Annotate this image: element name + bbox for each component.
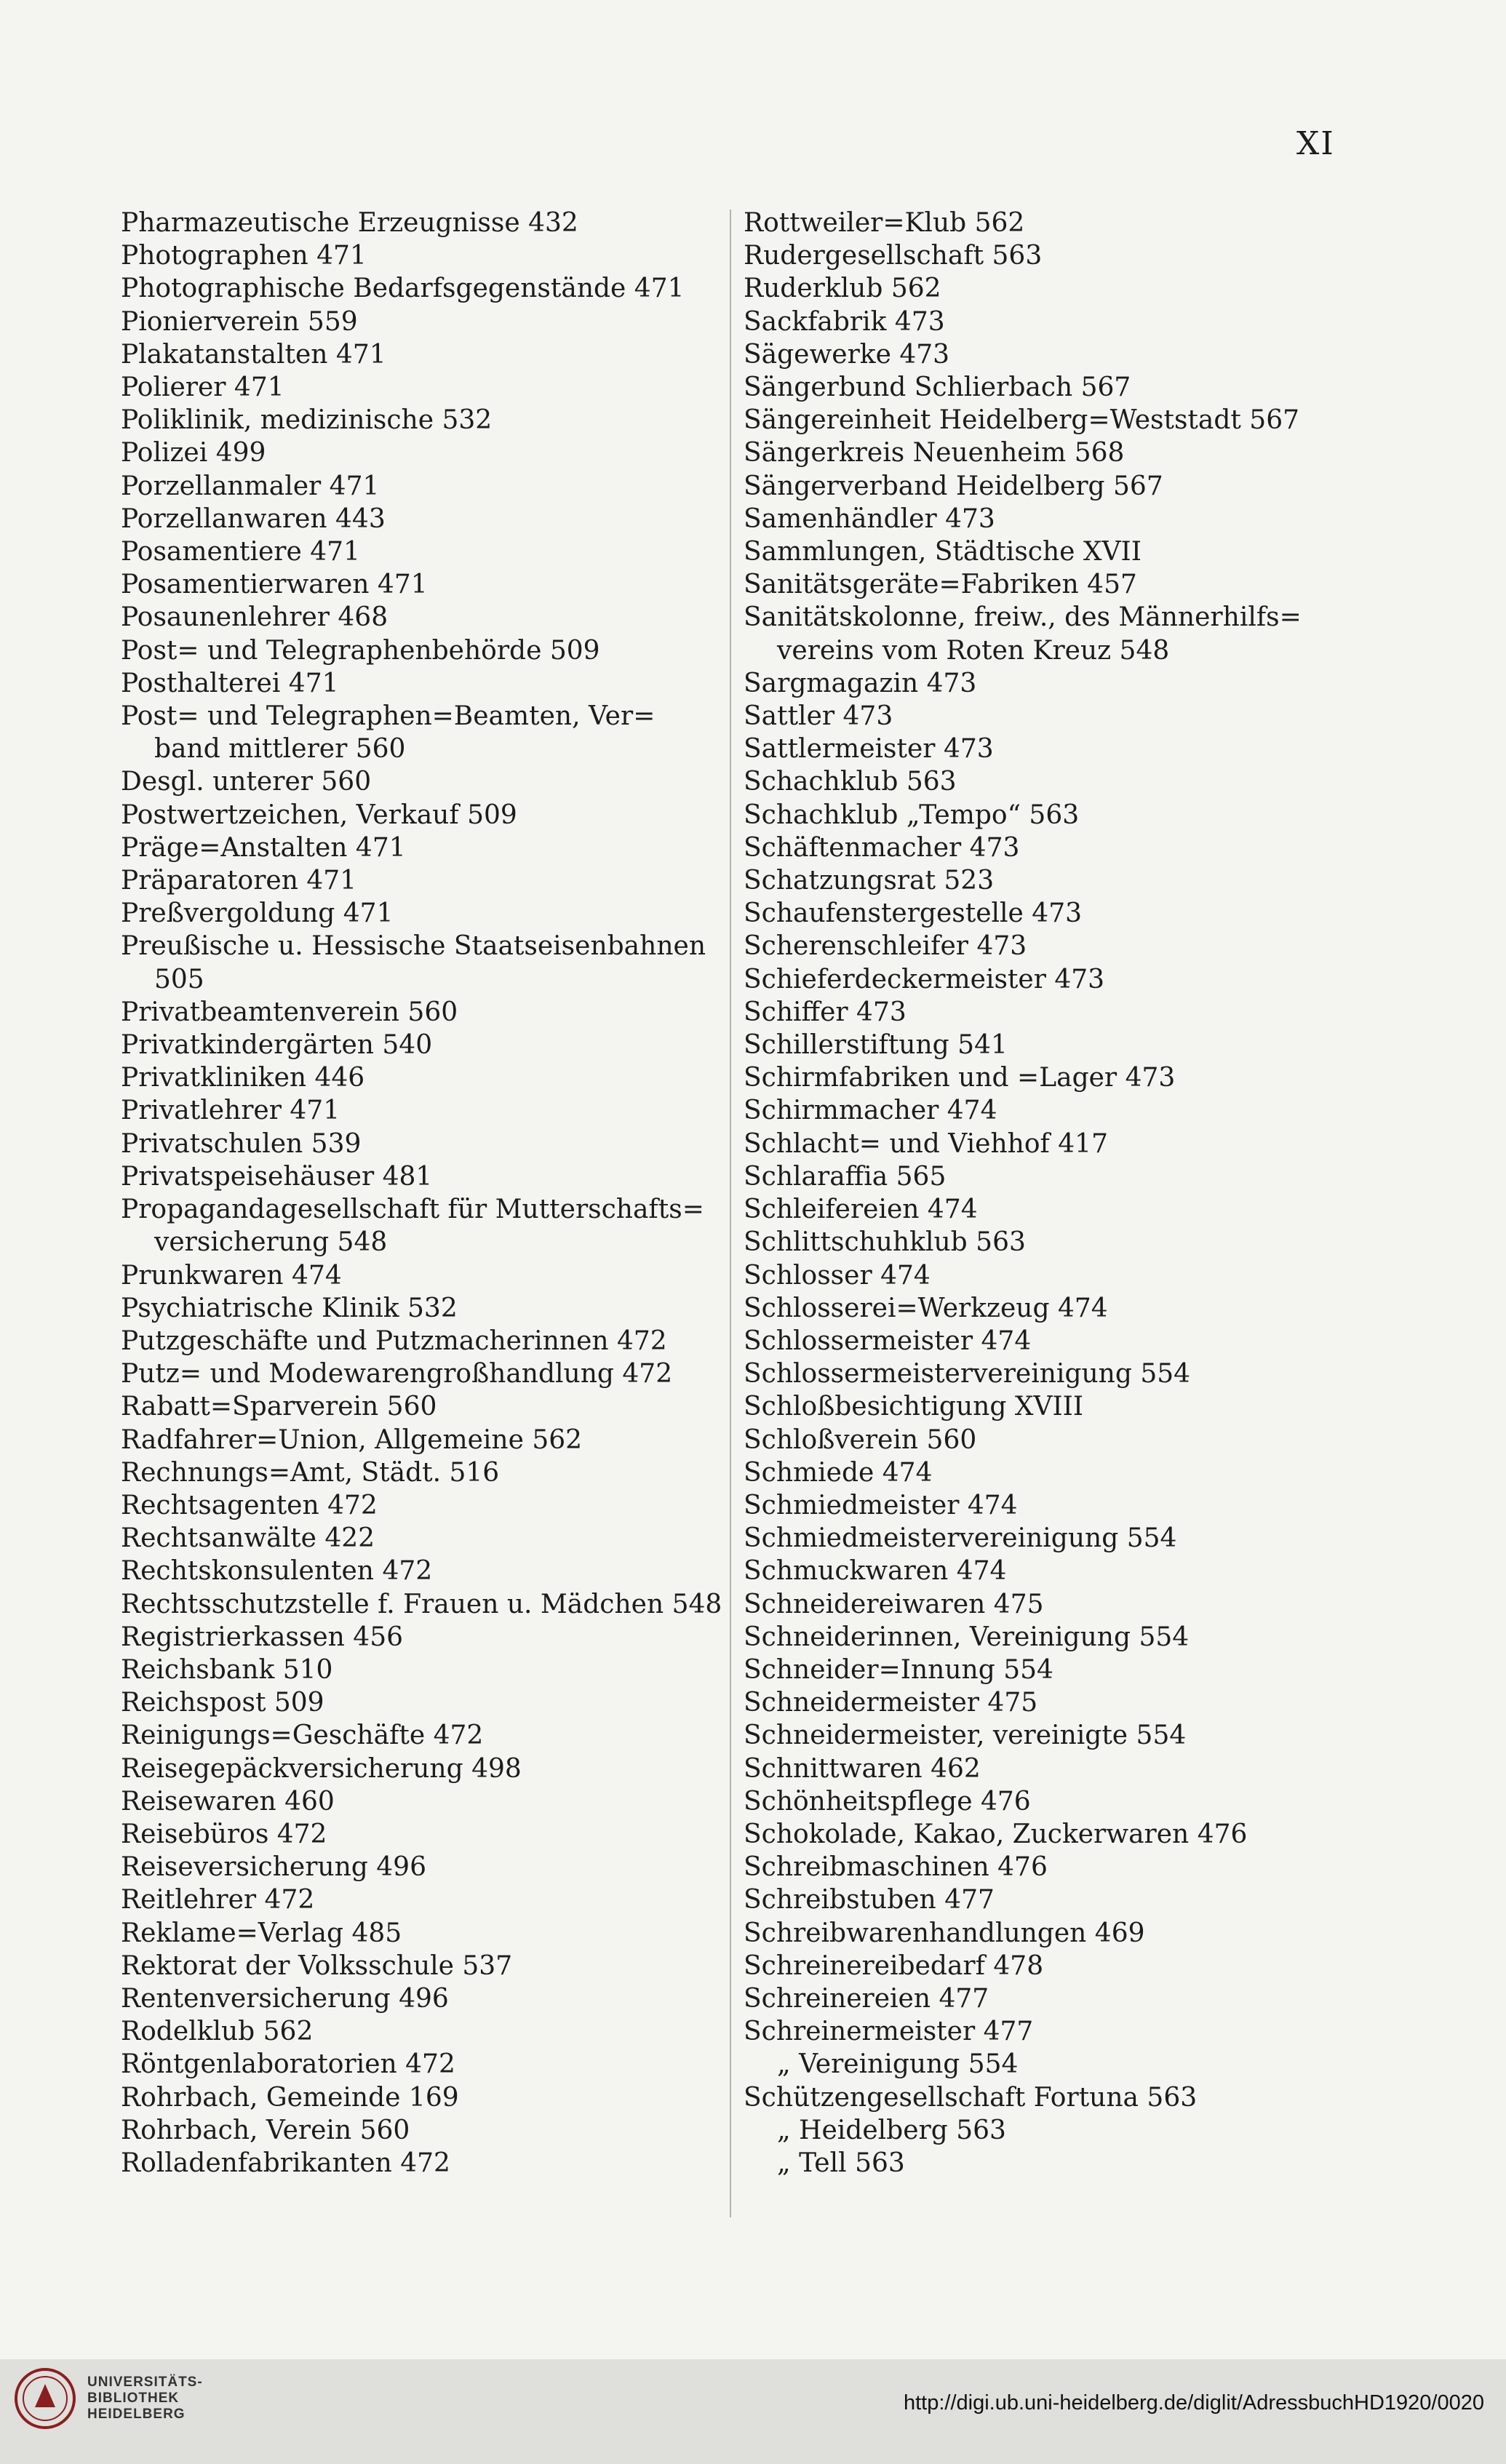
index-entry: Privatbeamtenverein 560 bbox=[121, 997, 458, 1027]
library-name-line: BIBLIOTHEK bbox=[87, 2391, 180, 2406]
index-entry: versicherung 548 bbox=[154, 1227, 388, 1258]
index-entry: Psychiatrische Klinik 532 bbox=[121, 1293, 458, 1323]
index-entry: Schönheitspflege 476 bbox=[744, 1786, 1031, 1817]
index-entry: Schreinermeister 477 bbox=[744, 2017, 1034, 2047]
index-entry: Registrierkassen 456 bbox=[121, 1622, 404, 1652]
index-entry: Schmuckwaren 474 bbox=[744, 1556, 1007, 1587]
index-entry: Schieferdeckermeister 473 bbox=[744, 964, 1105, 994]
index-entry: Poliklinik, medizinische 532 bbox=[121, 405, 493, 436]
index-entry: Schloßverein 560 bbox=[744, 1424, 977, 1455]
index-entry: Rottweiler=Klub 562 bbox=[744, 208, 1025, 238]
index-entry: Schillerstiftung 541 bbox=[744, 1030, 1008, 1061]
index-entry: Schmiedmeistervereinigung 554 bbox=[744, 1523, 1177, 1554]
index-entry: Sattlermeister 473 bbox=[744, 734, 994, 765]
index-entry: Rechtskonsulenten 472 bbox=[121, 1556, 433, 1587]
index-entry: Posaunenlehrer 468 bbox=[121, 602, 389, 633]
index-entry: Porzellanwaren 443 bbox=[121, 503, 386, 534]
index-entry: Reichsbank 510 bbox=[121, 1654, 333, 1685]
index-entry: Rechtsschutzstelle f. Frauen u. Mädchen 548 bbox=[121, 1589, 722, 1619]
index-entry: Post= und Telegraphenbehörde 509 bbox=[121, 635, 600, 666]
index-entry: Schäftenmacher 473 bbox=[744, 832, 1020, 863]
index-entry: Schneiderinnen, Vereinigung 554 bbox=[744, 1622, 1190, 1652]
index-entry: Schneidermeister, vereinigte 554 bbox=[744, 1721, 1187, 1751]
index-entry: Photographische Bedarfsgegenstände 471 bbox=[121, 274, 685, 304]
index-entry: Postwertzeichen, Verkauf 509 bbox=[121, 800, 517, 830]
index-entry: Schreinereibedarf 478 bbox=[744, 1950, 1044, 1981]
index-entry: Sanitätsgeräte=Fabriken 457 bbox=[744, 570, 1137, 600]
index-entry: Schreibmaschinen 476 bbox=[744, 1852, 1048, 1883]
index-entry: Sängerkreis Neuenheim 568 bbox=[744, 438, 1125, 469]
index-entry: Reichspost 509 bbox=[121, 1688, 324, 1718]
index-entry: Rechtsanwälte 422 bbox=[121, 1523, 375, 1554]
index-entry: Radfahrer=Union, Allgemeine 562 bbox=[121, 1424, 583, 1455]
index-entry: Schneidermeister 475 bbox=[744, 1688, 1038, 1718]
index-column-right bbox=[744, 207, 1369, 2180]
university-seal-icon bbox=[13, 2367, 77, 2431]
index-entry: Sängerverband Heidelberg 567 bbox=[744, 471, 1163, 501]
index-entry: Putzgeschäfte und Putzmacherinnen 472 bbox=[121, 1325, 667, 1356]
index-entry: Scherenschleifer 473 bbox=[744, 931, 1027, 962]
index-entry: Sägewerke 473 bbox=[744, 339, 950, 370]
library-name-line: HEIDELBERG bbox=[87, 2407, 186, 2422]
index-entry: Schirmmacher 474 bbox=[744, 1096, 997, 1126]
index-entry: Reisebüros 472 bbox=[121, 1819, 327, 1849]
index-entry: Rektorat der Volksschule 537 bbox=[121, 1950, 513, 1981]
index-entry: Sackfabrik 473 bbox=[744, 306, 945, 337]
index-entry: Schneider=Innung 554 bbox=[744, 1654, 1053, 1685]
index-entry: Posthalterei 471 bbox=[121, 668, 339, 698]
index-entry: Schreinereien 477 bbox=[744, 1983, 989, 2014]
index-entry: Sammlungen, Städtische XVII bbox=[744, 537, 1142, 567]
index-entry: Sanitätskolonne, freiw., des Männerhilfs= bbox=[744, 602, 1302, 633]
index-entry: Plakatanstalten 471 bbox=[121, 339, 386, 370]
index-entry: Privatkliniken 446 bbox=[121, 1063, 365, 1093]
index-entry: Schneidereiwaren 475 bbox=[744, 1589, 1044, 1619]
index-entry: Schlosserei=Werkzeug 474 bbox=[744, 1293, 1108, 1323]
index-entry: Privatkindergärten 540 bbox=[121, 1030, 433, 1061]
index-entry: Privatspeisehäuser 481 bbox=[121, 1161, 433, 1192]
index-entry: Schlosser 474 bbox=[744, 1260, 931, 1291]
index-entry: Schlossermeister 474 bbox=[744, 1325, 1032, 1356]
index-entry: Reisewaren 460 bbox=[121, 1786, 335, 1817]
index-entry: Preußische u. Hessische Staatseisenbahnen bbox=[121, 931, 706, 962]
index-entry: Posamentierwaren 471 bbox=[121, 570, 428, 600]
index-entry: Schirmfabriken und =Lager 473 bbox=[744, 1063, 1176, 1093]
index-entry: Schlacht= und Viehhof 417 bbox=[744, 1128, 1108, 1159]
index-entry: Schatzungsrat 523 bbox=[744, 866, 995, 896]
index-entry: Schachklub „Tempo“ 563 bbox=[744, 800, 1080, 830]
index-entry: Sattler 473 bbox=[744, 701, 893, 732]
index-entry: band mittlerer 560 bbox=[154, 734, 406, 765]
library-logo[interactable] bbox=[13, 2367, 203, 2431]
index-entry: Schaufenstergestelle 473 bbox=[744, 898, 1083, 929]
index-entry: Reklame=Verlag 485 bbox=[121, 1918, 402, 1948]
index-entry: Rabatt=Sparverein 560 bbox=[121, 1392, 437, 1422]
index-entry: Schleifereien 474 bbox=[744, 1195, 978, 1225]
index-entry: 505 bbox=[154, 964, 204, 994]
index-entry: Post= und Telegraphen=Beamten, Ver= bbox=[121, 701, 656, 732]
index-column-left bbox=[121, 207, 725, 2180]
index-entry: Schmiede 474 bbox=[744, 1457, 933, 1488]
index-entry: Präparatoren 471 bbox=[121, 866, 357, 896]
library-name bbox=[87, 2375, 203, 2423]
index-entry: Sargmagazin 473 bbox=[744, 668, 977, 698]
index-entry: Schützengesellschaft Fortuna 563 bbox=[744, 2082, 1198, 2113]
index-entry: Rechnungs=Amt, Städt. 516 bbox=[121, 1457, 500, 1488]
index-entry: Rohrbach, Gemeinde 169 bbox=[121, 2082, 459, 2113]
index-entry: Röntgenlaboratorien 472 bbox=[121, 2049, 455, 2080]
index-entry: Sängerbund Schlierbach 567 bbox=[744, 372, 1131, 403]
library-name-line: UNIVERSITÄTS- bbox=[87, 2375, 203, 2390]
index-entry: Samenhändler 473 bbox=[744, 503, 995, 534]
index-entry: Rohrbach, Verein 560 bbox=[121, 2115, 410, 2145]
index-entry: Schnittwaren 462 bbox=[744, 1753, 981, 1784]
index-entry: Schreibstuben 477 bbox=[744, 1885, 995, 1915]
index-entry: Schreibwarenhandlungen 469 bbox=[744, 1918, 1145, 1948]
index-entry: Privatlehrer 471 bbox=[121, 1096, 340, 1126]
footer-bar bbox=[0, 2359, 1506, 2464]
index-entry: Rodelklub 562 bbox=[121, 2017, 314, 2047]
index-entry: vereins vom Roten Kreuz 548 bbox=[777, 635, 1170, 666]
index-entry: „ Vereinigung 554 bbox=[777, 2049, 1019, 2080]
index-entry: Schiffer 473 bbox=[744, 997, 907, 1027]
index-entry: Putz= und Modewarengroßhandlung 472 bbox=[121, 1359, 673, 1390]
index-entry: Schlaraffia 565 bbox=[744, 1161, 947, 1192]
index-entry: Schmiedmeister 474 bbox=[744, 1490, 1018, 1520]
index-entry: Schachklub 563 bbox=[744, 767, 957, 797]
index-entry: Rechtsagenten 472 bbox=[121, 1490, 378, 1520]
index-entry: Rentenversicherung 496 bbox=[121, 1983, 449, 2014]
index-entry: Porzellanmaler 471 bbox=[121, 471, 380, 501]
index-entry: Polizei 499 bbox=[121, 438, 266, 469]
index-entry: Ruderklub 562 bbox=[744, 274, 941, 304]
index-entry: Präge=Anstalten 471 bbox=[121, 832, 406, 863]
index-entry: Prunkwaren 474 bbox=[121, 1260, 342, 1291]
column-divider bbox=[730, 210, 731, 2217]
index-entry: Reisegepäckversicherung 498 bbox=[121, 1753, 522, 1784]
index-entry: Desgl. unterer 560 bbox=[121, 767, 372, 797]
index-entry: Rolladenfabrikanten 472 bbox=[121, 2148, 450, 2178]
index-entry: „ Heidelberg 563 bbox=[777, 2115, 1006, 2145]
index-entry: Schokolade, Kakao, Zuckerwaren 476 bbox=[744, 1819, 1248, 1849]
index-entry: Rudergesellschaft 563 bbox=[744, 241, 1043, 271]
index-entry: Schlittschuhklub 563 bbox=[744, 1227, 1026, 1258]
index-entry: Propagandagesellschaft für Mutterschafts= bbox=[121, 1195, 704, 1225]
index-entry: Posamentiere 471 bbox=[121, 537, 360, 567]
index-entry: Pionierverein 559 bbox=[121, 306, 358, 337]
page-number: XI bbox=[1296, 125, 1335, 162]
index-entry: Reinigungs=Geschäfte 472 bbox=[121, 1721, 484, 1751]
index-entry: Reitlehrer 472 bbox=[121, 1885, 315, 1915]
index-entry: Photographen 471 bbox=[121, 241, 367, 271]
index-entry: Privatschulen 539 bbox=[121, 1128, 362, 1159]
source-url-link[interactable]: http://digi.ub.uni-heidelberg.de/diglit/AdressbuchHD1920/0020 bbox=[903, 2391, 1484, 2415]
index-entry: Schloßbesichtigung XVIII bbox=[744, 1392, 1084, 1422]
index-entry: Polierer 471 bbox=[121, 372, 284, 403]
index-entry: Reiseversicherung 496 bbox=[121, 1852, 426, 1883]
index-entry: Preßvergoldung 471 bbox=[121, 898, 394, 929]
index-entry: Schlossermeistervereinigung 554 bbox=[744, 1359, 1191, 1390]
index-entry: „ Tell 563 bbox=[777, 2148, 905, 2178]
index-entry: Pharmazeutische Erzeugnisse 432 bbox=[121, 208, 578, 238]
index-entry: Sängereinheit Heidelberg=Weststadt 567 bbox=[744, 405, 1300, 436]
